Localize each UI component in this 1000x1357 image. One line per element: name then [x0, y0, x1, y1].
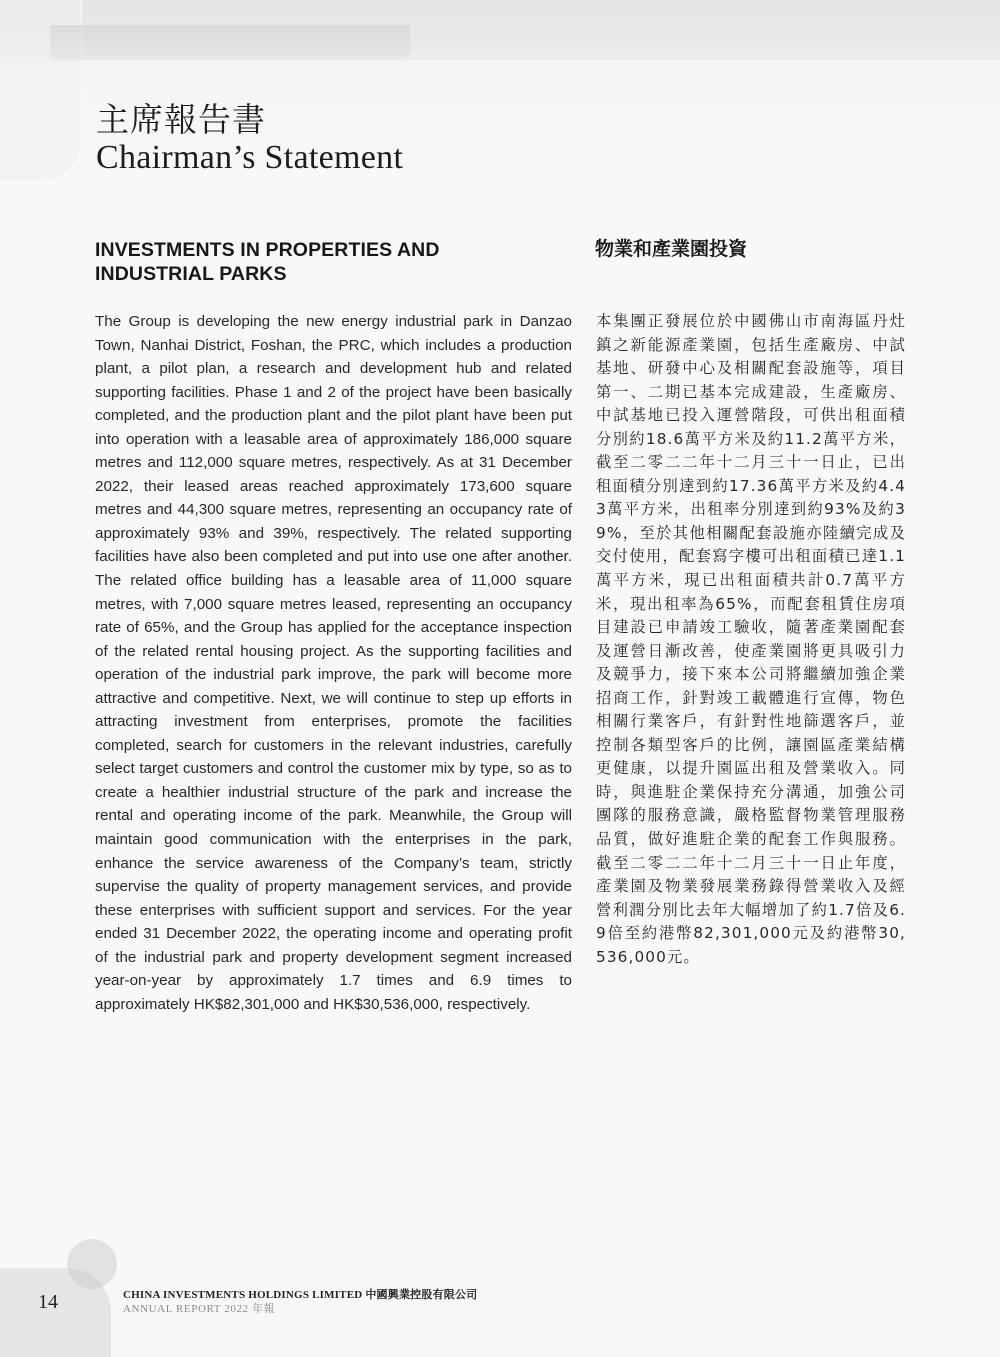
footer-company-name-english: CHINA INVESTMENTS HOLDINGS LIMITED — [123, 1289, 363, 1301]
section-heading-english: INVESTMENTS IN PROPERTIES AND INDUSTRIAL PARKS — [95, 239, 440, 285]
footer-report-title-english: ANNUAL REPORT 2022 — [123, 1303, 249, 1315]
body-text-english: The Group is developing the new energy industrial park in Danzao Town, Nanhai District, Foshan, the PRC, which includes a production plant, a pilot plan, a research and development hub and related supporting facilities. Phase 1 and 2 of the project have been basically completed, and the production plant and the pilot plant have been put into operation with a leasable area of approximately 186,000 square metres and 112,000 square metres, respectively. As at 31 December 2022, their leased areas reached approximately 173,600 square metres and 44,300 square metres, representing an occupancy rate of approximately 93% and 39%, respectively. The related supporting facilities have also been completed and put into use one after another. The related office building has a leasable area of 11,000 square metres, with 7,000 square metres leased, representing an occupancy rate of 65%, and the Group has applied for the acceptance inspection of the related rental housing project. As the supporting facilities and operation of the industrial park improve, the park will become more attractive and competitive. Next, we will continue to step up efforts in attracting investment from enterprises, promote the facilities completed, search for customers in the relevant industries, carefully select target customers and control the customer mix by type, so as to create a healthier industrial structure of the park and increase the rental and operating income of the park. Meanwhile, the Group will maintain good communication with the enterprises in the park, enhance the service awareness of the Company’s team, strictly supervise the quality of property management services, and provide these enterprises with sufficient support and services. For the year ended 31 December 2022, the operating income and operating profit of the industrial park and property development segment increased year-on-year by approximately 1.7 times and 6.9 times to approximately HK$82,301,000 and HK$30,536,000, respectively. — [95, 313, 572, 1013]
page-title-english: Chairman’s Statement — [96, 139, 404, 176]
decorative-header-bar — [50, 25, 410, 60]
section-heading-chinese: 物業和產業園投資 — [595, 238, 748, 260]
footer-report-title-chinese: 年報 — [252, 1302, 276, 1315]
page-title-chinese: 主席報告書 — [96, 100, 266, 139]
body-text-chinese: 本集團正發展位於中國佛山市南海區丹灶鎮之新能源產業園，包括生產廠房、中試基地、研發中心及相關配套設施等，項目第一、二期已基本完成建設，生產廠房、中試基地已投入運營階段，可供出租面積分別約18.6萬平方米及約11.2萬平方米，截至二零二二年十二月三十一日止，已出租面積分別達到約17.36萬平方米及約4.43萬平方米，出租率分別達到約93%及約39%，至於其他相關配套設施亦陸續完成及交付使用，配套寫字樓可出租面積已達1.1萬平方米，現已出租面積共計0.7萬平方米，現出租率為65%，而配套租賃住房項目建設已申請竣工驗收，隨著產業園配套及運營日漸改善，使產業園將更具吸引力及競爭力，接下來本公司將繼續加強企業招商工作，針對竣工載體進行宣傳，物色相關行業客戶，有針對性地篩選客戶，並控制各類型客戶的比例，讓園區產業結構更健康，以提升園區出租及營業收入。同時，與進駐企業保持充分溝通，加強公司團隊的服務意識，嚴格監督物業管理服務品質，做好進駐企業的配套工作與服務。截至二零二二年十二月三十一日止年度，產業園及物業發展業務錄得營業收入及經營利潤分別比去年大幅增加了約1.7倍及6.9倍至約港幣82,301,000元及約港幣30,536,000元。 — [596, 312, 906, 966]
page-title-block — [96, 100, 403, 176]
footer-decorative-circle — [67, 1239, 117, 1289]
footer-company-name-chinese: 中國興業控股有限公司 — [365, 1288, 478, 1301]
footer-report-title — [123, 1300, 275, 1316]
page-number: 14 — [38, 1291, 58, 1313]
